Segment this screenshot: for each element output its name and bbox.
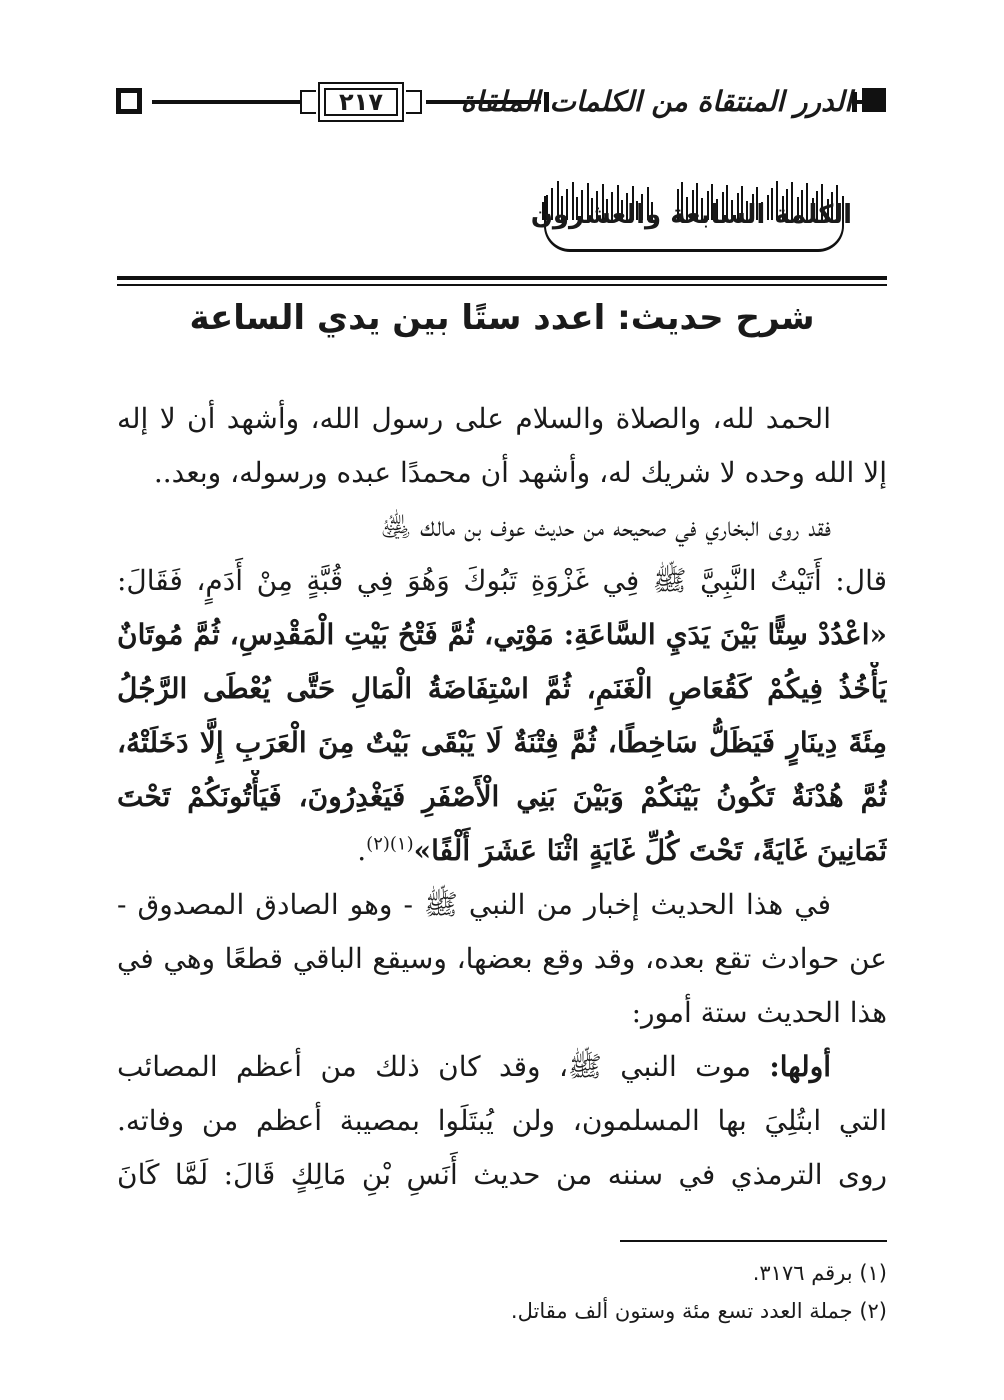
footnote-reference[interactable]: (١)(٢) — [366, 833, 414, 855]
page-number-frame — [298, 80, 424, 124]
text-line: الحمد لله، والصلاة والسلام على رسول الله، وأشهد أن لا إله — [117, 402, 831, 435]
text-line: عن حوادث تقع بعده، وقد وقع بعضها، وسيقع الباقي قطعًا وهي في — [117, 942, 887, 975]
text-line: التي ابتُلِيَ بها المسلمون، ولن يُبتَلَوا بمصيبة أعظم من وفاته. — [117, 1104, 887, 1137]
footnotes — [117, 1254, 887, 1330]
hadith-text: ثَمَانِينَ غَايَةً، تَحْتَ كُلِّ غَايَةٍ اثْنَا عَشَرَ أَلْفًا» — [413, 834, 887, 867]
book-title: الدرر المنتقاة من الكلمات الملقاة — [460, 85, 852, 118]
frame-ornament — [406, 90, 422, 114]
text-line — [117, 1040, 887, 1094]
article-title-prefix: شرح حديث: — [617, 298, 815, 338]
sentence-end: . — [357, 834, 367, 867]
text-line: هذا الحديث ستة أمور: — [631, 996, 887, 1029]
page-number: ٢١٧ — [339, 88, 383, 116]
hadith-line: ثُمَّ هُدْنَةٌ تَكُونُ بَيْنَكُمْ وَبَيْنَ بَنِي الْأَصْفَرِ فَيَغْدِرُونَ، فَيَأْتُونَكُمْ تَحْتَ — [117, 780, 887, 813]
hadith-line: مِئَةَ دِينَارٍ فَيَظَلُّ سَاخِطًا، ثُمَّ فِتْنَةٌ لَا يَبْقَى بَيْتٌ مِنَ الْعَرَبِ إِلَّا دَخَلَتْهُ، — [117, 726, 887, 759]
footnote-divider — [620, 1240, 887, 1242]
header-ornament-square — [116, 88, 142, 114]
text-line: في هذا الحديث إخبار من النبي ﷺ - وهو الصادق المصدوق - — [117, 888, 831, 921]
footnote-1: (١) برقم ٣١٧٦. — [752, 1261, 887, 1285]
hadith-line: يَأْخُذُ فِيكُمْ كَقُعَاصِ الْغَنَمِ، ثُمَّ اسْتِفَاضَةُ الْمَالِ حَتَّى يُعْطَى الرَّجُلُ — [117, 672, 887, 705]
text-line: قال: أَتَيْتُ النَّبِيَّ ﷺ فِي غَزْوَةِ تَبُوكَ وَهُوَ فِي قُبَّةٍ مِنْ أَدَمٍ، فَقَالَ: — [117, 564, 887, 597]
footnote-2: (٢) جملة العدد تسع مئة وستون ألف مقاتل. — [510, 1299, 887, 1323]
chapter-title: الكلمة السابعة والعشرون — [530, 200, 852, 230]
frame-ornament — [300, 90, 316, 114]
text-line: إلا الله وحده لا شريك له، وأشهد أن محمدًا عبده ورسوله، وبعد.. — [153, 456, 887, 489]
header-ornament-square — [862, 88, 886, 112]
header-rule — [152, 100, 302, 104]
chapter-badge — [530, 176, 852, 262]
body-text — [117, 392, 887, 1202]
hadith-line: «اعْدُدْ سِتًّا بَيْنَ يَدَيِ السَّاعَةِ: مَوْتِي، ثُمَّ فَتْحُ بَيْتِ الْمَقْدِسِ، ثُمَّ مُوتَانٌ — [117, 618, 887, 651]
article-title-text: اعدد ستًا بين يدي الساعة — [189, 298, 606, 338]
running-header — [116, 74, 886, 130]
point-label: أولها: — [769, 1050, 832, 1083]
hadith-line-final — [117, 824, 887, 878]
text-line: روى الترمذي في سننه من حديث أَنَسِ بْنِ مَالِكٍ قَالَ: لَمَّا كَانَ — [117, 1158, 887, 1191]
point-text: موت النبي ﷺ، وقد كان ذلك من أعظم المصائب — [117, 1050, 751, 1083]
section-divider — [117, 276, 887, 286]
text-line: فقد روى البخاري في صحيحه من حديث عوف بن مالك ﵁ — [380, 510, 831, 543]
article-title — [117, 298, 887, 338]
